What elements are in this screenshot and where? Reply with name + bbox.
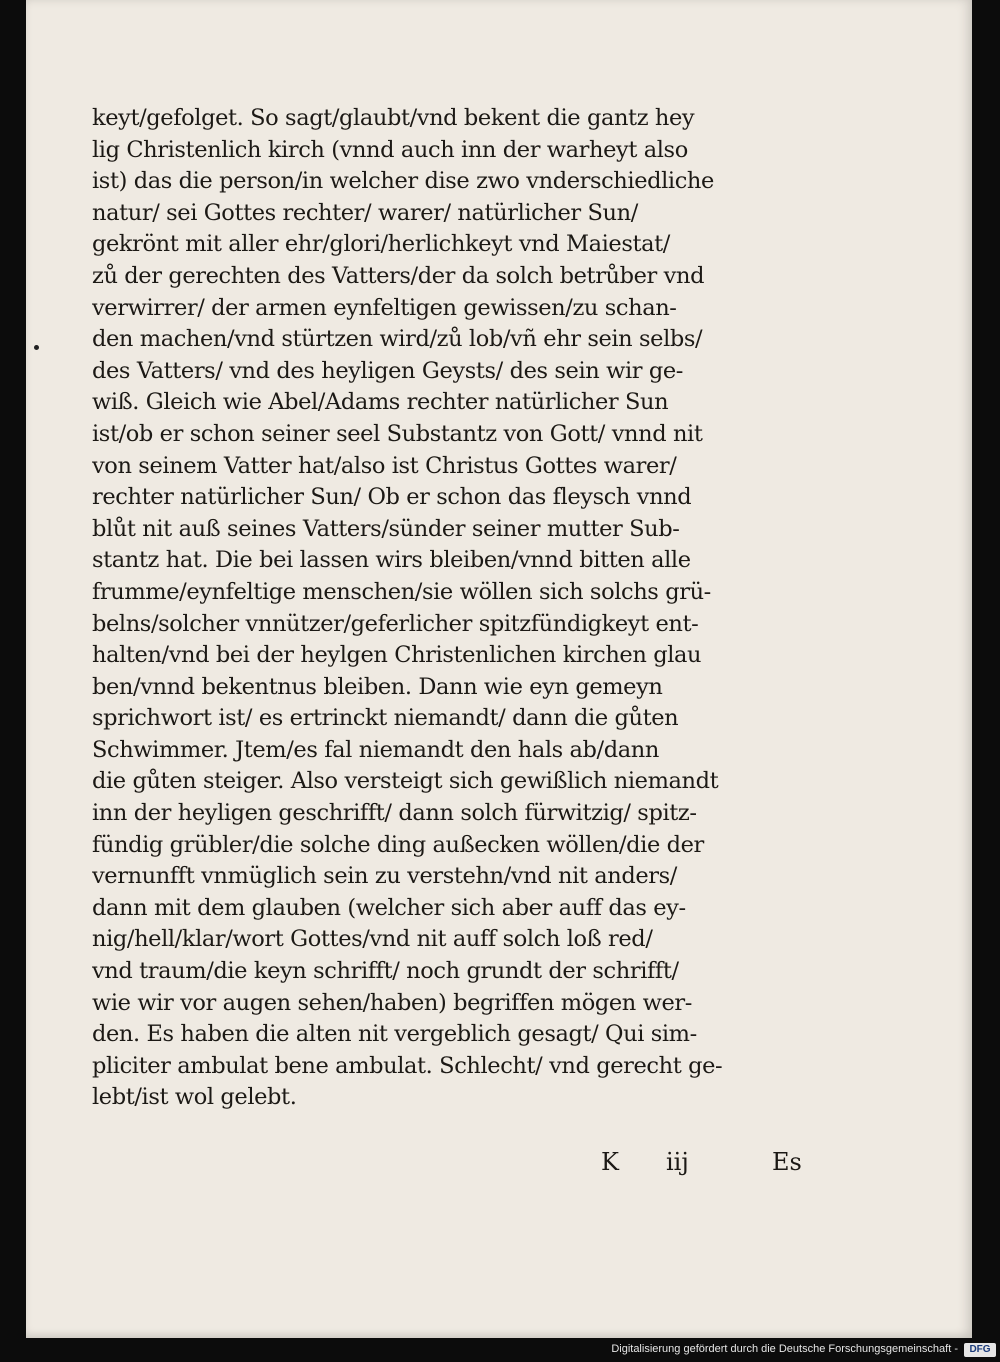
signature-number: iij <box>666 1148 689 1176</box>
text-line: fündig grübler/die solche ding außecken wöllen/die der <box>92 831 704 858</box>
text-line: rechter natürlicher Sun/ Ob er schon das fleysch vnnd <box>92 484 692 511</box>
text-line: lebt/ist wol gelebt. <box>92 1084 297 1111</box>
text-line: wie wir vor augen sehen/haben) begriffen mögen wer- <box>92 989 692 1016</box>
text-line: des Vatters/ vnd des heyligen Geysts/ des sein wir ge- <box>92 357 683 384</box>
text-line: die gůten steiger. Also versteigt sich gewißlich niemandt <box>92 768 719 795</box>
text-line: belns/solcher vnnützer/geferlicher spitzfündigkeyt ent- <box>92 610 699 637</box>
dfg-logo: DFG <box>964 1343 996 1357</box>
text-line: verwirrer/ der armen eynfeltigen gewissen/zu schan- <box>92 294 677 321</box>
text-line: zů der gerechten des Vatters/der da solch betrůber vnd <box>92 262 705 289</box>
text-line: von seinem Vatter hat/also ist Christus Gottes warer/ <box>92 452 677 479</box>
signature-mark: K <box>601 1148 619 1176</box>
text-line: wiß. Gleich wie Abel/Adams rechter natürlicher Sun <box>92 389 669 416</box>
footer-credit: Digitalisierung gefördert durch die Deutsche Forschungsgemeinschaft - <box>611 1343 958 1355</box>
text-line: natur/ sei Gottes rechter/ warer/ natürlicher Sun/ <box>92 199 638 226</box>
text-line: halten/vnd bei der heylgen Christenlichen kirchen glau <box>92 642 702 669</box>
text-line: nig/hell/klar/wort Gottes/vnd nit auff solch loß red/ <box>92 926 653 953</box>
text-line: den machen/vnd stürtzen wird/zů lob/vñ ehr sein selbs/ <box>92 326 703 353</box>
text-line: pliciter ambulat bene ambulat. Schlecht/ vnd gerecht ge- <box>92 1052 723 1079</box>
text-line: ist/ob er schon seiner seel Substantz von Gott/ vnnd nit <box>92 420 703 447</box>
text-line: frumme/eynfeltige menschen/sie wöllen sich solchs grü- <box>92 578 711 605</box>
text-line: den. Es haben die alten nit vergeblich gesagt/ Qui sim- <box>92 1021 697 1048</box>
text-line: stantz hat. Die bei lassen wirs bleiben/vnnd bitten alle <box>92 547 691 574</box>
body-text <box>92 103 797 1114</box>
text-line: vnd traum/die keyn schrifft/ noch grundt der schrifft/ <box>92 958 679 985</box>
margin-dot <box>34 345 39 350</box>
text-line: blůt nit auß seines Vatters/sünder seiner mutter Sub- <box>92 515 680 542</box>
text-line: ben/vnnd bekentnus bleiben. Dann wie eyn gemeyn <box>92 673 663 700</box>
text-line: gekrönt mit aller ehr/glori/herlichkeyt vnd Maiestat/ <box>92 231 670 258</box>
text-line: lig Christenlich kirch (vnnd auch inn der warheyt also <box>92 136 688 163</box>
text-line: ist) das die person/in welcher dise zwo vnderschiedliche <box>92 168 714 195</box>
text-line: Schwimmer. Jtem/es fal niemandt den hals ab/dann <box>92 736 659 763</box>
text-line: keyt/gefolget. So sagt/glaubt/vnd bekent die gantz hey <box>92 105 695 131</box>
text-line: inn der heyligen geschrifft/ dann solch fürwitzig/ spitz- <box>92 800 697 827</box>
text-line: sprichwort ist/ es ertrinckt niemandt/ dann die gůten <box>92 705 679 732</box>
page-signature <box>576 1148 806 1182</box>
catchword: Es <box>772 1148 802 1176</box>
text-line: vernunfft vnmüglich sein zu verstehn/vnd nit anders/ <box>92 863 677 890</box>
text-line: dann mit dem glauben (welcher sich aber auff das ey- <box>92 894 686 921</box>
book-page <box>26 0 972 1338</box>
footer-bar <box>0 1340 1000 1362</box>
